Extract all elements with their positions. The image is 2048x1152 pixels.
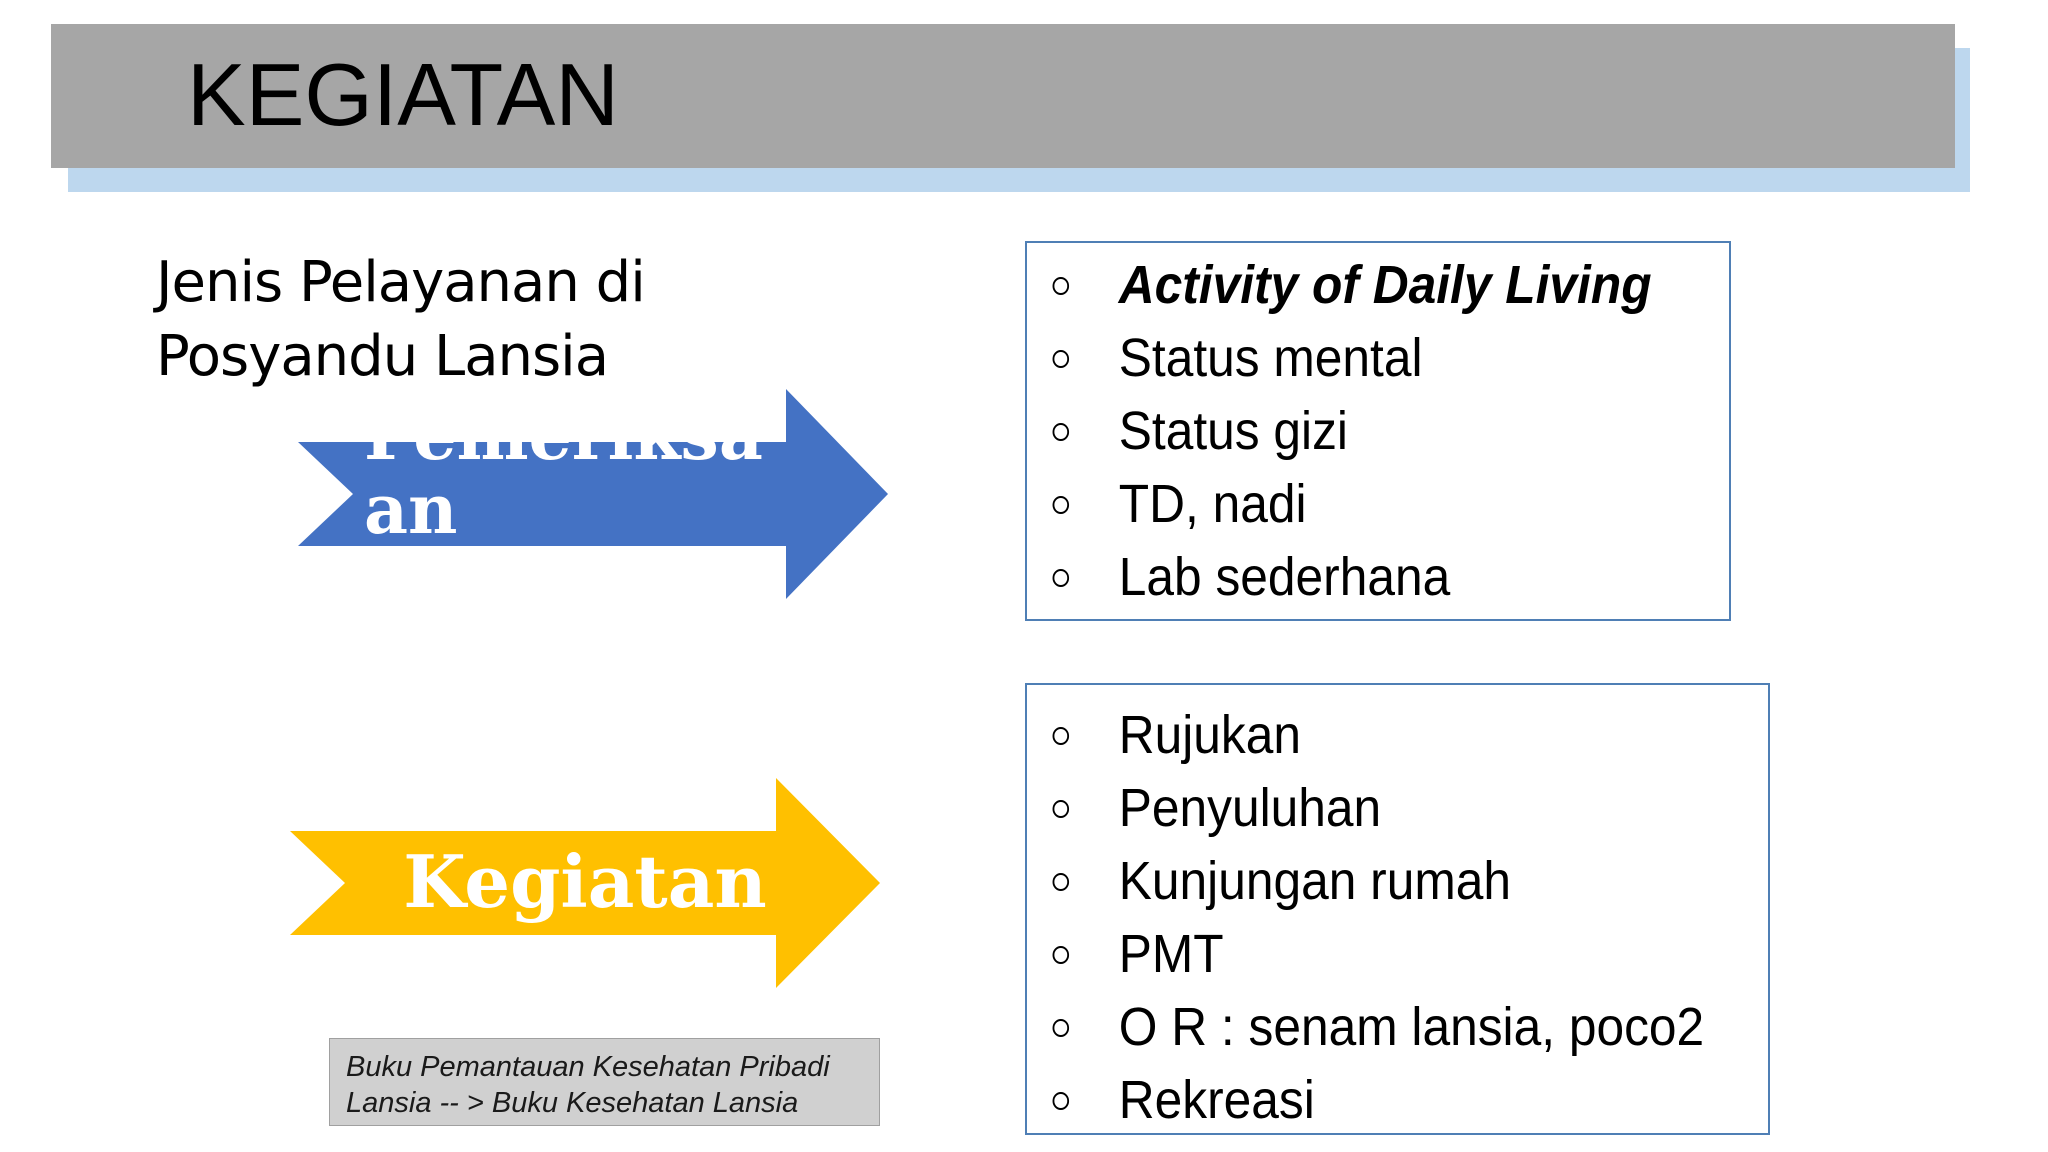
list-item-text: TD, nadi [1118, 474, 1307, 534]
pemeriksaan-label: Pemeriksaan [364, 396, 763, 550]
pemeriksaan-arrow [298, 389, 888, 599]
list-item-text: Status gizi [1118, 401, 1348, 461]
slide-subtitle: Jenis Pelayanan di Posyandu Lansia [156, 250, 645, 389]
list-item-text: Lab sederhana [1118, 547, 1451, 607]
circle-bullet-icon [1053, 277, 1070, 295]
circle-bullet-icon [1053, 569, 1070, 587]
circle-bullet-icon [1053, 350, 1070, 368]
kegiatan-list-box [1025, 683, 1770, 1135]
pemeriksaan-list-box [1025, 241, 1731, 621]
list-item-text: Rekreasi [1118, 1070, 1315, 1130]
list-item-text: O R : senam lansia, poco2 [1118, 997, 1705, 1057]
circle-bullet-icon [1053, 946, 1070, 964]
list-item-text: Activity of Daily Living [1118, 255, 1652, 315]
pemeriksaan-label-clip [298, 389, 888, 599]
circle-bullet-icon [1053, 873, 1070, 891]
list-item-text: Status mental [1118, 328, 1423, 388]
circle-bullet-icon [1053, 496, 1070, 514]
circle-bullet-icon [1053, 1019, 1070, 1037]
slide-title: KEGIATAN [187, 45, 619, 144]
kegiatan-arrow [290, 778, 880, 988]
kegiatan-label: Kegiatan [403, 839, 767, 924]
circle-bullet-icon [1053, 727, 1070, 745]
list-item-text: Rujukan [1118, 705, 1302, 765]
list-item-text: PMT [1118, 924, 1224, 984]
footnote-box: Buku Pemantauan Kesehatan Pribadi Lansia -- > Buku Kesehatan Lansia [329, 1038, 880, 1126]
circle-bullet-icon [1053, 423, 1070, 441]
circle-bullet-icon [1053, 800, 1070, 818]
circle-bullet-icon [1053, 1092, 1070, 1110]
list-item-text: Kunjungan rumah [1118, 851, 1511, 911]
list-item-text: Penyuluhan [1118, 778, 1382, 838]
